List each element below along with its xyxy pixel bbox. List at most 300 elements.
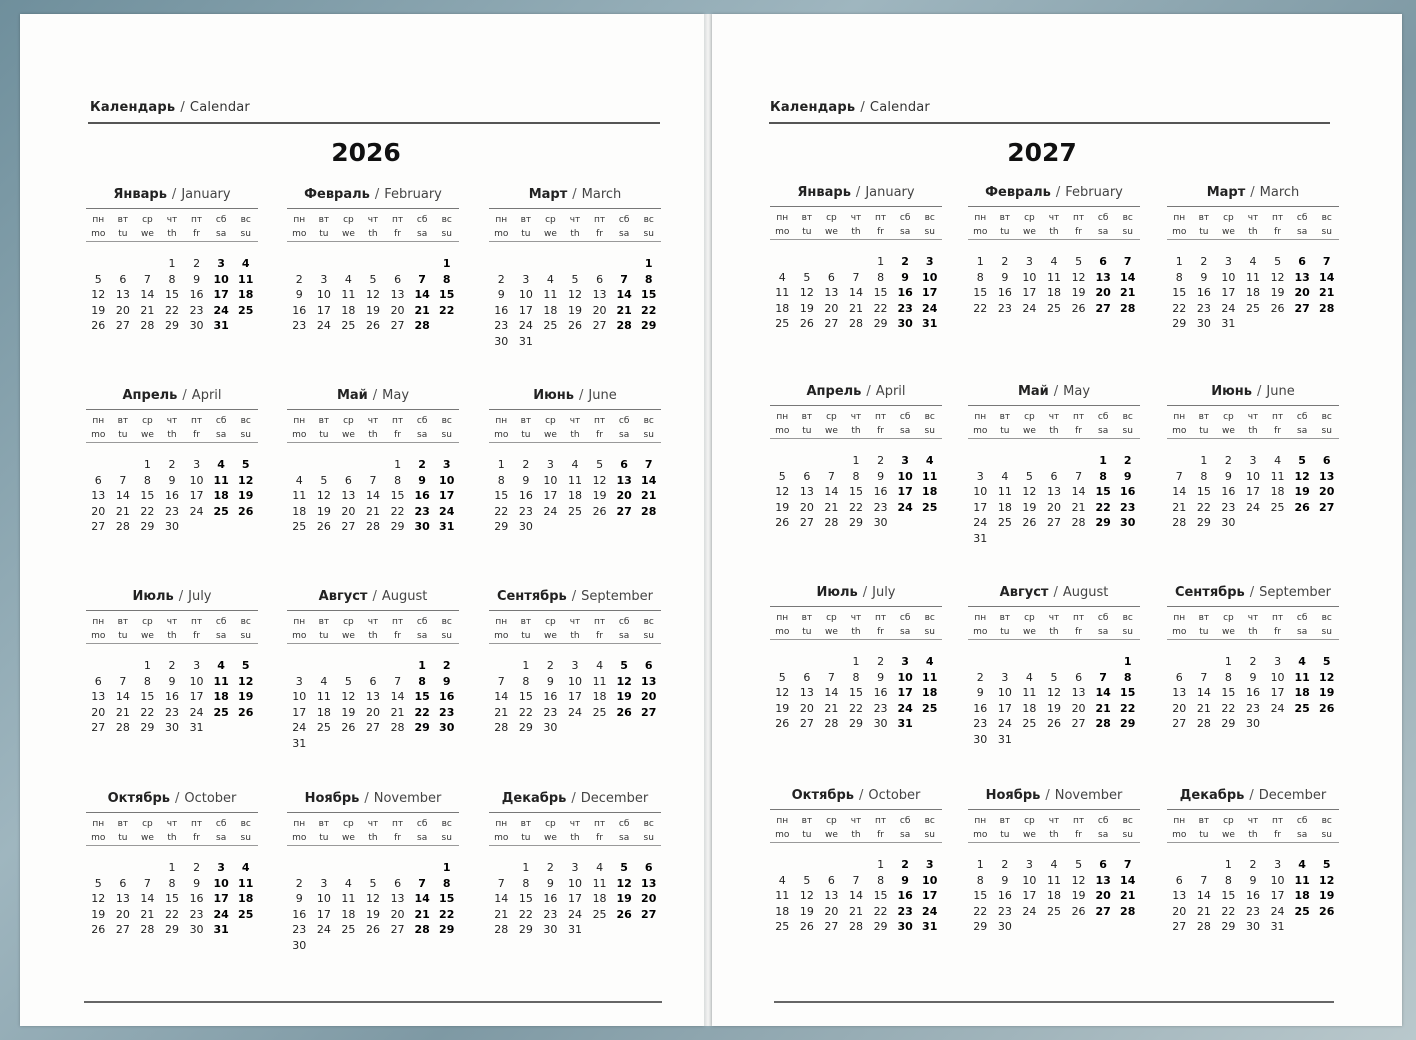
weekday-label-en: fr bbox=[193, 833, 200, 843]
weekday-label-ru: вт bbox=[117, 215, 129, 225]
day: 8 bbox=[1175, 270, 1183, 284]
day-weekend: 24 bbox=[439, 504, 455, 518]
weekday-label-en: mo bbox=[91, 229, 106, 239]
month-name-en: October bbox=[868, 788, 921, 803]
day: 1 bbox=[1200, 454, 1208, 467]
weekday-label-en: mo bbox=[292, 833, 307, 843]
day-weekend: 27 bbox=[641, 705, 657, 719]
month-title bbox=[770, 580, 942, 607]
day: 16 bbox=[292, 303, 307, 317]
month-block bbox=[1167, 580, 1339, 732]
month-name-en: April bbox=[191, 388, 222, 403]
day: 29 bbox=[1196, 516, 1211, 529]
weekday-label-ru: вт bbox=[801, 412, 813, 422]
weekday-label-ru: ср bbox=[142, 819, 153, 829]
day-weekend: 9 bbox=[901, 270, 909, 284]
day: 19 bbox=[592, 489, 607, 502]
day: 26 bbox=[91, 319, 106, 332]
weekday-label-ru: вс bbox=[1321, 613, 1332, 623]
day-empty bbox=[514, 256, 539, 272]
day: 13 bbox=[1071, 686, 1086, 699]
day-empty bbox=[111, 860, 136, 876]
weekday-label-en: su bbox=[1321, 426, 1332, 436]
day: 21 bbox=[115, 504, 130, 518]
weekday-label-en: fr bbox=[1274, 830, 1281, 840]
day-weekend: 17 bbox=[922, 286, 938, 299]
day: 8 bbox=[522, 674, 530, 688]
day: 27 bbox=[799, 516, 814, 529]
day: 3 bbox=[320, 876, 328, 890]
day-weekend: 10 bbox=[213, 272, 229, 286]
day-empty bbox=[287, 658, 312, 674]
day-weekend: 21 bbox=[616, 303, 632, 317]
day: 21 bbox=[494, 907, 509, 921]
day-weekend: 6 bbox=[1298, 255, 1306, 268]
day: 18 bbox=[341, 907, 356, 921]
weekday-label-ru: сб bbox=[1296, 213, 1308, 223]
day: 12 bbox=[567, 288, 582, 301]
month-name-ru: Ноябрь bbox=[304, 791, 360, 806]
day: 8 bbox=[143, 674, 151, 688]
day: 9 bbox=[168, 674, 176, 688]
day: 4 bbox=[1249, 255, 1257, 268]
weekday-row-en bbox=[770, 424, 942, 439]
month-name-ru: Сентябрь bbox=[496, 589, 567, 604]
day: 12 bbox=[316, 489, 331, 502]
day: 15 bbox=[873, 286, 888, 299]
month-name-ru: Март bbox=[1206, 185, 1246, 200]
weekday-row-en bbox=[287, 227, 459, 242]
day: 16 bbox=[189, 892, 204, 905]
day: 12 bbox=[775, 686, 790, 699]
day-weekend: 19 bbox=[238, 489, 254, 502]
weekday-label-en: th bbox=[851, 227, 861, 237]
day: 18 bbox=[543, 303, 558, 317]
day: 19 bbox=[1046, 701, 1061, 715]
day: 28 bbox=[390, 721, 405, 734]
weekday-label-en: mo bbox=[1172, 627, 1187, 637]
day: 11 bbox=[592, 674, 607, 688]
weekday-label-en: sa bbox=[1297, 627, 1308, 637]
weekday-label-en: su bbox=[1122, 227, 1133, 237]
day-grid bbox=[1167, 857, 1339, 935]
weekday-row-ru bbox=[1167, 611, 1339, 625]
day-empty bbox=[1192, 654, 1217, 670]
weekday-label-en: sa bbox=[619, 833, 630, 843]
day: 8 bbox=[168, 876, 176, 890]
month-name-en: June bbox=[1266, 384, 1295, 399]
day-empty bbox=[795, 857, 820, 873]
weekday-label-ru: сб bbox=[416, 416, 428, 426]
day-empty bbox=[1167, 654, 1192, 670]
day: 7 bbox=[143, 272, 151, 286]
day: 7 bbox=[1200, 873, 1208, 887]
weekday-label-ru: пн bbox=[92, 819, 105, 829]
weekday-label-en: fr bbox=[596, 631, 603, 641]
day: 9 bbox=[522, 473, 530, 487]
day-empty bbox=[336, 658, 361, 674]
weekday-label-ru: чт bbox=[850, 412, 862, 422]
day-empty bbox=[287, 256, 312, 272]
day-empty bbox=[844, 857, 869, 873]
day-weekend: 16 bbox=[1120, 485, 1136, 498]
day: 20 bbox=[824, 301, 839, 315]
weekday-label-en: sa bbox=[417, 833, 428, 843]
header-title-ru: Календарь bbox=[90, 100, 176, 115]
day: 9 bbox=[168, 473, 176, 487]
day: 14 bbox=[390, 690, 405, 703]
day: 18 bbox=[292, 504, 307, 518]
day: 10 bbox=[567, 876, 582, 890]
weekday-label-en: mo bbox=[494, 229, 509, 239]
weekday-label-ru: сб bbox=[416, 215, 428, 225]
day-grid bbox=[770, 654, 942, 732]
weekday-label-en: mo bbox=[91, 631, 106, 641]
day-empty bbox=[612, 256, 637, 272]
month-name-ru: Февраль bbox=[985, 185, 1051, 200]
day-empty bbox=[795, 654, 820, 670]
day: 26 bbox=[341, 721, 356, 734]
day: 22 bbox=[973, 301, 988, 315]
day: 7 bbox=[119, 674, 127, 688]
day-weekend: 15 bbox=[439, 288, 455, 301]
day: 29 bbox=[518, 923, 533, 936]
weekday-label-en: tu bbox=[802, 227, 812, 237]
day: 9 bbox=[1224, 469, 1232, 483]
weekday-label-en: mo bbox=[973, 227, 988, 237]
month-block bbox=[287, 182, 459, 334]
weekday-row-ru bbox=[287, 213, 459, 227]
day: 29 bbox=[873, 920, 888, 933]
day: 26 bbox=[365, 319, 380, 332]
day: 1 bbox=[522, 659, 530, 672]
day-weekend: 14 bbox=[616, 288, 632, 301]
day-weekend: 30 bbox=[1120, 516, 1136, 529]
day: 11 bbox=[567, 473, 582, 487]
day: 2 bbox=[522, 458, 530, 471]
day-weekend: 5 bbox=[1298, 454, 1306, 467]
day-weekend: 17 bbox=[213, 288, 229, 301]
day: 30 bbox=[543, 721, 558, 734]
day-empty bbox=[135, 860, 160, 876]
day-grid bbox=[86, 658, 258, 736]
month-title bbox=[770, 180, 942, 207]
day: 23 bbox=[164, 705, 179, 719]
day-weekend: 12 bbox=[238, 473, 254, 487]
weekday-label-ru: пт bbox=[874, 213, 887, 223]
day: 16 bbox=[164, 690, 179, 703]
weekday-label-ru: ср bbox=[343, 416, 354, 426]
month-title bbox=[287, 383, 459, 410]
day: 11 bbox=[1270, 469, 1285, 483]
weekday-label-en: sa bbox=[619, 430, 630, 440]
day: 10 bbox=[567, 674, 582, 688]
day-empty bbox=[819, 254, 844, 270]
weekday-row-ru bbox=[968, 410, 1140, 424]
day: 10 bbox=[1022, 270, 1037, 284]
weekday-label-ru: ср bbox=[826, 613, 837, 623]
day: 6 bbox=[803, 670, 811, 684]
day-weekend: 18 bbox=[213, 489, 229, 502]
day: 3 bbox=[295, 674, 303, 688]
weekday-label-en: su bbox=[643, 229, 654, 239]
day: 4 bbox=[1050, 255, 1058, 268]
day-weekend: 18 bbox=[238, 288, 254, 301]
weekday-row-ru bbox=[968, 211, 1140, 225]
weekday-label-ru: пт bbox=[593, 215, 606, 225]
day: 22 bbox=[848, 500, 863, 514]
weekday-label-en: su bbox=[240, 833, 251, 843]
day: 17 bbox=[567, 690, 582, 703]
weekday-label-ru: ср bbox=[545, 819, 556, 829]
month-name-en: November bbox=[373, 791, 442, 806]
day: 29 bbox=[848, 516, 863, 529]
day: 24 bbox=[1221, 301, 1236, 315]
day-weekend: 28 bbox=[1120, 904, 1136, 918]
weekday-label-en: tu bbox=[802, 426, 812, 436]
day: 2 bbox=[877, 655, 885, 668]
day-weekend: 28 bbox=[616, 319, 632, 332]
month-name-en: December bbox=[1258, 788, 1327, 803]
weekday-label-ru: сб bbox=[416, 617, 428, 627]
weekday-label-en: we bbox=[824, 426, 838, 436]
day-weekend: 24 bbox=[213, 907, 229, 921]
weekday-label-ru: вс bbox=[924, 213, 935, 223]
day: 11 bbox=[997, 485, 1012, 498]
weekday-label-ru: пт bbox=[391, 215, 404, 225]
day: 13 bbox=[91, 489, 106, 502]
weekday-label-ru: чт bbox=[850, 816, 862, 826]
day-weekend: 20 bbox=[1294, 286, 1310, 299]
weekday-label-en: fr bbox=[877, 627, 884, 637]
day: 19 bbox=[1022, 500, 1037, 514]
day-weekend: 21 bbox=[1095, 701, 1111, 715]
day: 7 bbox=[497, 876, 505, 890]
day-empty bbox=[385, 658, 410, 674]
day: 17 bbox=[316, 303, 331, 317]
weekday-label-en: mo bbox=[91, 430, 106, 440]
day: 29 bbox=[518, 721, 533, 734]
weekday-label-en: mo bbox=[973, 426, 988, 436]
day: 24 bbox=[973, 516, 988, 529]
day: 30 bbox=[1245, 920, 1260, 933]
day-empty bbox=[968, 453, 993, 469]
weekday-label-en: th bbox=[570, 229, 580, 239]
day-weekend: 25 bbox=[1294, 701, 1310, 715]
weekday-label-en: sa bbox=[417, 430, 428, 440]
weekday-label-en: sa bbox=[417, 631, 428, 641]
day: 16 bbox=[1196, 286, 1211, 299]
day: 5 bbox=[778, 469, 786, 483]
day: 1 bbox=[143, 458, 151, 471]
day-weekend: 15 bbox=[414, 690, 430, 703]
month-title bbox=[1167, 180, 1339, 207]
day: 8 bbox=[168, 272, 176, 286]
weekday-label-en: su bbox=[240, 430, 251, 440]
day: 19 bbox=[1071, 889, 1086, 902]
weekday-label-ru: сб bbox=[1097, 613, 1109, 623]
weekday-label-ru: пт bbox=[391, 819, 404, 829]
day: 6 bbox=[1175, 873, 1183, 887]
weekday-label-ru: сб bbox=[1097, 412, 1109, 422]
day-weekend: 24 bbox=[897, 500, 913, 514]
day-weekend: 23 bbox=[414, 504, 430, 518]
day: 13 bbox=[115, 288, 130, 301]
day: 27 bbox=[365, 721, 380, 734]
day-weekend: 1 bbox=[644, 257, 653, 270]
day: 3 bbox=[1274, 858, 1282, 871]
day-weekend: 27 bbox=[1095, 301, 1111, 315]
weekday-label-ru: чт bbox=[166, 819, 178, 829]
day: 22 bbox=[390, 504, 405, 518]
day: 10 bbox=[189, 473, 204, 487]
month-title bbox=[86, 383, 258, 410]
weekday-label-en: sa bbox=[900, 426, 911, 436]
day: 27 bbox=[390, 319, 405, 332]
weekday-label-ru: пт bbox=[190, 215, 203, 225]
month-name-separator: / bbox=[572, 187, 577, 202]
day-weekend: 22 bbox=[1095, 500, 1111, 514]
day: 14 bbox=[115, 690, 130, 703]
month-name-separator: / bbox=[1053, 384, 1059, 399]
weekday-label-ru: вт bbox=[1198, 613, 1210, 623]
weekday-label-ru: вт bbox=[801, 613, 813, 623]
month-title bbox=[770, 379, 942, 406]
day: 28 bbox=[1172, 516, 1187, 529]
day-empty bbox=[287, 860, 312, 876]
month-title bbox=[489, 182, 661, 209]
day: 6 bbox=[369, 674, 377, 688]
weekday-row-ru bbox=[770, 211, 942, 225]
day-weekend: 30 bbox=[414, 520, 430, 533]
weekday-label-ru: пн bbox=[1173, 412, 1186, 422]
day-weekend: 21 bbox=[414, 907, 430, 921]
weekday-label-ru: чт bbox=[850, 213, 862, 223]
weekday-label-ru: пт bbox=[1271, 213, 1284, 223]
weekday-label-en: sa bbox=[417, 229, 428, 239]
day: 20 bbox=[1046, 500, 1061, 514]
day-grid bbox=[968, 857, 1140, 935]
weekday-label-en: su bbox=[924, 830, 935, 840]
day: 5 bbox=[1025, 469, 1033, 483]
day: 16 bbox=[873, 485, 888, 498]
weekday-label-ru: пт bbox=[190, 819, 203, 829]
weekday-label-ru: вс bbox=[1122, 613, 1133, 623]
weekday-label-ru: пн bbox=[776, 613, 789, 623]
day: 23 bbox=[997, 904, 1012, 918]
day: 23 bbox=[543, 705, 558, 719]
month-name-separator: / bbox=[862, 585, 868, 600]
month-name-en: March bbox=[1259, 185, 1300, 200]
day: 21 bbox=[115, 705, 130, 719]
weekday-row-en bbox=[968, 424, 1140, 439]
day-empty bbox=[410, 860, 435, 876]
day: 11 bbox=[775, 889, 790, 902]
day-weekend: 9 bbox=[901, 873, 909, 887]
day-weekend: 17 bbox=[897, 686, 913, 699]
weekday-row-ru bbox=[489, 213, 661, 227]
day: 28 bbox=[115, 721, 130, 734]
weekday-label-ru: пт bbox=[874, 816, 887, 826]
day: 21 bbox=[140, 303, 155, 317]
month-name-en: May bbox=[382, 388, 410, 403]
day: 23 bbox=[164, 504, 179, 518]
day: 11 bbox=[341, 288, 356, 301]
day-weekend: 8 bbox=[418, 674, 426, 688]
month-name-separator: / bbox=[1045, 788, 1050, 803]
weekday-label-en: th bbox=[570, 833, 580, 843]
day: 23 bbox=[1221, 500, 1236, 514]
day: 2 bbox=[497, 272, 505, 286]
day-weekend: 11 bbox=[213, 674, 229, 688]
day: 21 bbox=[1071, 500, 1086, 514]
day: 29 bbox=[1172, 317, 1187, 330]
day: 20 bbox=[799, 500, 814, 514]
day: 1 bbox=[852, 454, 860, 467]
weekday-label-ru: вт bbox=[999, 412, 1011, 422]
month-title bbox=[287, 786, 459, 813]
day: 2 bbox=[546, 861, 554, 874]
day: 9 bbox=[295, 288, 303, 301]
day: 20 bbox=[824, 904, 839, 918]
day: 15 bbox=[140, 690, 155, 703]
weekday-row-ru bbox=[287, 414, 459, 428]
weekday-label-ru: пт bbox=[190, 617, 203, 627]
weekday-label-en: we bbox=[1022, 227, 1036, 237]
weekday-label-ru: пн bbox=[495, 416, 508, 426]
day-grid bbox=[86, 860, 258, 938]
day-empty bbox=[1066, 453, 1091, 469]
weekday-label-ru: ср bbox=[1024, 816, 1035, 826]
day-weekend: 13 bbox=[1294, 270, 1310, 284]
day-weekend: 26 bbox=[1319, 701, 1335, 715]
weekday-label-en: mo bbox=[494, 631, 509, 641]
day: 27 bbox=[1172, 920, 1187, 933]
day: 11 bbox=[292, 489, 307, 502]
weekday-label-ru: вт bbox=[999, 613, 1011, 623]
weekday-label-en: su bbox=[441, 833, 452, 843]
day: 28 bbox=[494, 923, 509, 936]
weekday-label-en: we bbox=[341, 229, 355, 239]
day: 20 bbox=[799, 701, 814, 715]
weekday-row-en bbox=[86, 629, 258, 644]
weekday-label-ru: вс bbox=[441, 416, 452, 426]
day: 17 bbox=[189, 690, 204, 703]
weekday-label-ru: пн bbox=[776, 412, 789, 422]
day-weekend: 13 bbox=[616, 473, 632, 487]
day: 27 bbox=[390, 923, 405, 936]
month-name-en: September bbox=[1259, 585, 1332, 600]
day-weekend: 17 bbox=[213, 892, 229, 905]
weekday-label-en: fr bbox=[877, 830, 884, 840]
day-empty bbox=[770, 857, 795, 873]
day: 14 bbox=[824, 686, 839, 699]
month-title bbox=[1167, 580, 1339, 607]
month-name-separator: / bbox=[174, 791, 180, 806]
weekday-label-en: sa bbox=[216, 229, 227, 239]
day: 16 bbox=[973, 701, 988, 715]
weekday-label-ru: вс bbox=[643, 215, 654, 225]
day-weekend: 31 bbox=[213, 319, 229, 332]
day-weekend: 7 bbox=[1123, 255, 1132, 268]
weekday-label-ru: чт bbox=[569, 617, 581, 627]
weekday-label-ru: ср bbox=[343, 215, 354, 225]
weekday-label-en: th bbox=[1248, 426, 1258, 436]
day: 13 bbox=[799, 485, 814, 498]
weekday-label-ru: сб bbox=[1097, 816, 1109, 826]
day: 15 bbox=[873, 889, 888, 902]
weekday-row-en bbox=[86, 428, 258, 443]
